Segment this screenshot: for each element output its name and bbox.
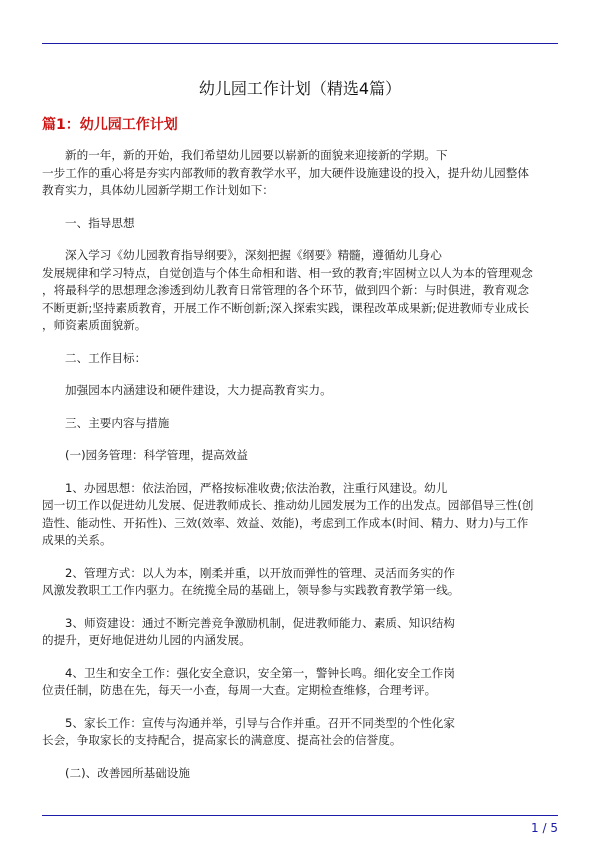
paragraph-line: 二、工作目标：	[65, 350, 147, 365]
paragraph	[42, 415, 558, 433]
paragraph-line: 长会，争取家长的支持配合，提高家长的满意度、提高社会的信誉度。	[42, 733, 402, 747]
paragraph-line: 三、主要内容与措施	[65, 415, 170, 430]
paragraph-line: (一)园务管理：科学管理，提高效益	[65, 448, 248, 462]
footer-rule	[42, 815, 558, 816]
paragraph	[42, 447, 558, 465]
paragraph	[42, 615, 558, 650]
page-number: 1 / 5	[531, 821, 558, 835]
paragraph-line: ，将最科学的思想理念渗透到幼儿教育日常管理的各个环节，做到四个新：与时俱进，教育观念	[42, 283, 529, 297]
paragraph-line: 4、卫生和安全工作：强化安全意识，安全第一，警钟长鸣。细化安全工作岗	[65, 665, 455, 680]
paragraph	[42, 147, 558, 200]
paragraph	[42, 247, 558, 335]
paragraph-line: 风激发教职工工作内驱力。在统揽全局的基础上，领导参与实践教育教学第一线。	[42, 583, 460, 597]
paragraph-line: 园一切工作以促进幼儿发展、促进教师成长、推动幼儿园发展为工作的出发点。园部倡导三性(创	[42, 498, 534, 512]
paragraph	[42, 382, 558, 400]
document-title: 幼儿园工作计划（精选4篇）	[198, 79, 402, 98]
paragraph	[42, 765, 558, 783]
paragraph-line: 位责任制，防患在先，每天一小查，每周一大查。定期检查维修，合理考评。	[42, 683, 437, 697]
paragraph-line: 1、办园思想：依法治园，严格按标准收费;依法治教，注重行风建设。幼儿	[65, 480, 448, 495]
paragraph-line: 3、师资建设：通过不断完善竞争激励机制，促进教师能力、素质、知识结构	[65, 615, 455, 630]
paragraph-line: 一步工作的重心将是夯实内部教师的教育教学水平，加大硬件设施建设的投入，提升幼儿园整体	[42, 165, 529, 180]
paragraph-line: 不断更新;坚持素质教育，开展工作不断创新;深入探索实践，课程改革成果新;促进教师专业成长	[42, 300, 530, 315]
paragraph	[42, 665, 558, 700]
paragraph-line: ，师资素质面貌新。	[42, 318, 147, 332]
paragraph	[42, 715, 558, 750]
section-heading: 篇1：幼儿园工作计划	[42, 117, 178, 133]
paragraph-line: 造性、能动性、开拓性)、三效(效率、效益、效能)，考虑到工作成本(时间、精力、财力)与工作	[42, 515, 529, 530]
paragraph	[42, 215, 558, 233]
paragraph-line: 一、指导思想	[65, 215, 135, 230]
paragraph-line: 深入学习《幼儿园教育指导纲要》，深刻把握《纲要》精髓，遵循幼儿身心	[65, 248, 442, 262]
paragraph-line: 教育实力，具体幼儿园新学期工作计划如下：	[42, 183, 274, 197]
paragraph	[42, 565, 558, 600]
paragraph-line: 的提升，更好地促进幼儿园的内涵发展。	[42, 633, 251, 647]
paragraph-line: 5、家长工作：宣传与沟通并举，引导与合作并重。召开不同类型的个性化家	[65, 715, 455, 730]
document-body	[42, 147, 558, 797]
paragraph	[42, 480, 558, 550]
paragraph-line: 成果的关系。	[42, 533, 112, 547]
paragraph-line: 2、管理方式：以人为本，刚柔并重，以开放而弹性的管理、灵活而务实的作	[65, 565, 455, 580]
paragraph	[42, 350, 558, 368]
paragraph-line: (二)、改善园所基础设施	[65, 765, 190, 780]
paragraph-line: 加强园本内涵建设和硬件建设，大力提高教育实力。	[65, 383, 332, 397]
header-rule	[42, 43, 558, 44]
paragraph-line: 新的一年，新的开始，我们希望幼儿园要以崭新的面貌来迎接新的学期。下	[65, 148, 448, 162]
paragraph-line: 发展规律和学习特点，自觉创造与个体生命相和谐、相一致的教育;牢固树立以人为本的管理观念	[42, 265, 533, 280]
